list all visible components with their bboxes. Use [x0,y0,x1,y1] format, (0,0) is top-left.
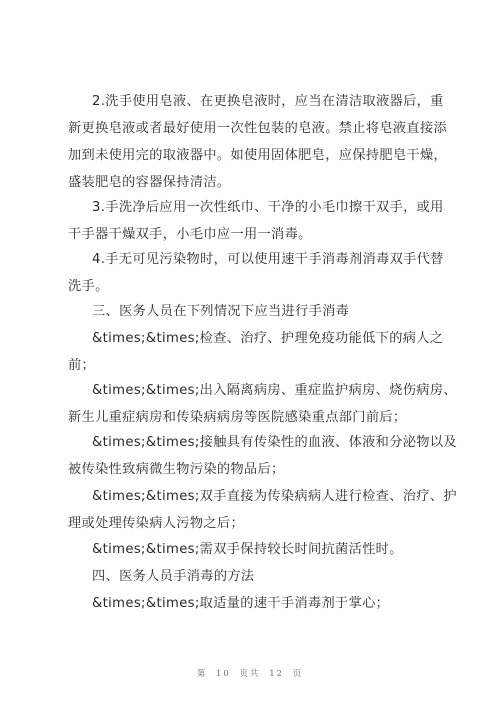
list-item [68,377,457,431]
text-line: 4.手无可见污染物时，可以使用速干手消毒剂消毒双手代替 [92,252,444,267]
text-line: &times;&times;双手直接为传染病病人进行检查、治疗、护 [92,489,457,504]
text-line: 加到未使用完的取液器中。如使用固体肥皂，应保持肥皂干燥， [68,148,448,163]
text-line: &times;&times;取适量的速干手消毒剂于掌心； [92,596,390,611]
list-item [68,483,457,537]
text-line: 盛装肥皂的容器保持清洁。 [68,175,231,190]
text-line: 洗手。 [68,279,109,294]
total-pages: 12 [269,669,285,679]
text-line: 干手器干燥双手，小毛巾应一用一消毒。 [68,227,312,242]
text-line: 3.手洗净后应用一次性纸巾、干净的小毛巾擦干双手，或用 [92,200,444,215]
text-line: &times;&times;出入隔离病房、重症监护病房、烧伤病房、 [92,383,457,398]
text-line: &times;&times;需双手保持较长时间抗菌活性时。 [92,542,403,557]
list-item [68,325,454,379]
heading-text: 四、医务人员手消毒的方法 [92,569,255,584]
text-line: 被传染性致病微生物污染的物品后； [68,462,285,477]
list-item [92,536,454,563]
list-item [68,429,457,483]
text-line: 前； [68,358,96,373]
text-line: 新更换皂液或者最好使用一次性包装的皂液。禁止将皂液直接添 [68,121,448,136]
section-heading-disinfection-method [92,563,454,590]
page-footer [0,667,500,679]
footer-prefix: 第 [196,669,208,679]
footer-middle: 页共 [239,669,261,679]
paragraph-sanitizer-substitute [68,246,454,300]
text-line: &times;&times;检查、治疗、护理免疫功能低下的病人之 [92,331,444,346]
footer-suffix: 页 [292,669,304,679]
page-number: 10 [215,669,231,679]
section-heading-when-to-disinfect [92,298,454,325]
text-line: &times;&times;接触具有传染性的血液、体液和分泌物以及 [92,435,457,450]
list-item [92,590,454,617]
text-line: 理或处理传染病人污物之后； [68,516,244,531]
paragraph-soap-usage [68,88,454,196]
text-line: 2.洗手使用皂液、在更换皂液时，应当在清洁取液器后，重 [92,94,444,109]
text-line: 新生儿重症病房和传染病病房等医院感染重点部门前后； [68,410,407,425]
heading-text: 三、医务人员在下列情况下应当进行手消毒 [92,304,350,319]
paragraph-hand-drying [68,194,454,248]
